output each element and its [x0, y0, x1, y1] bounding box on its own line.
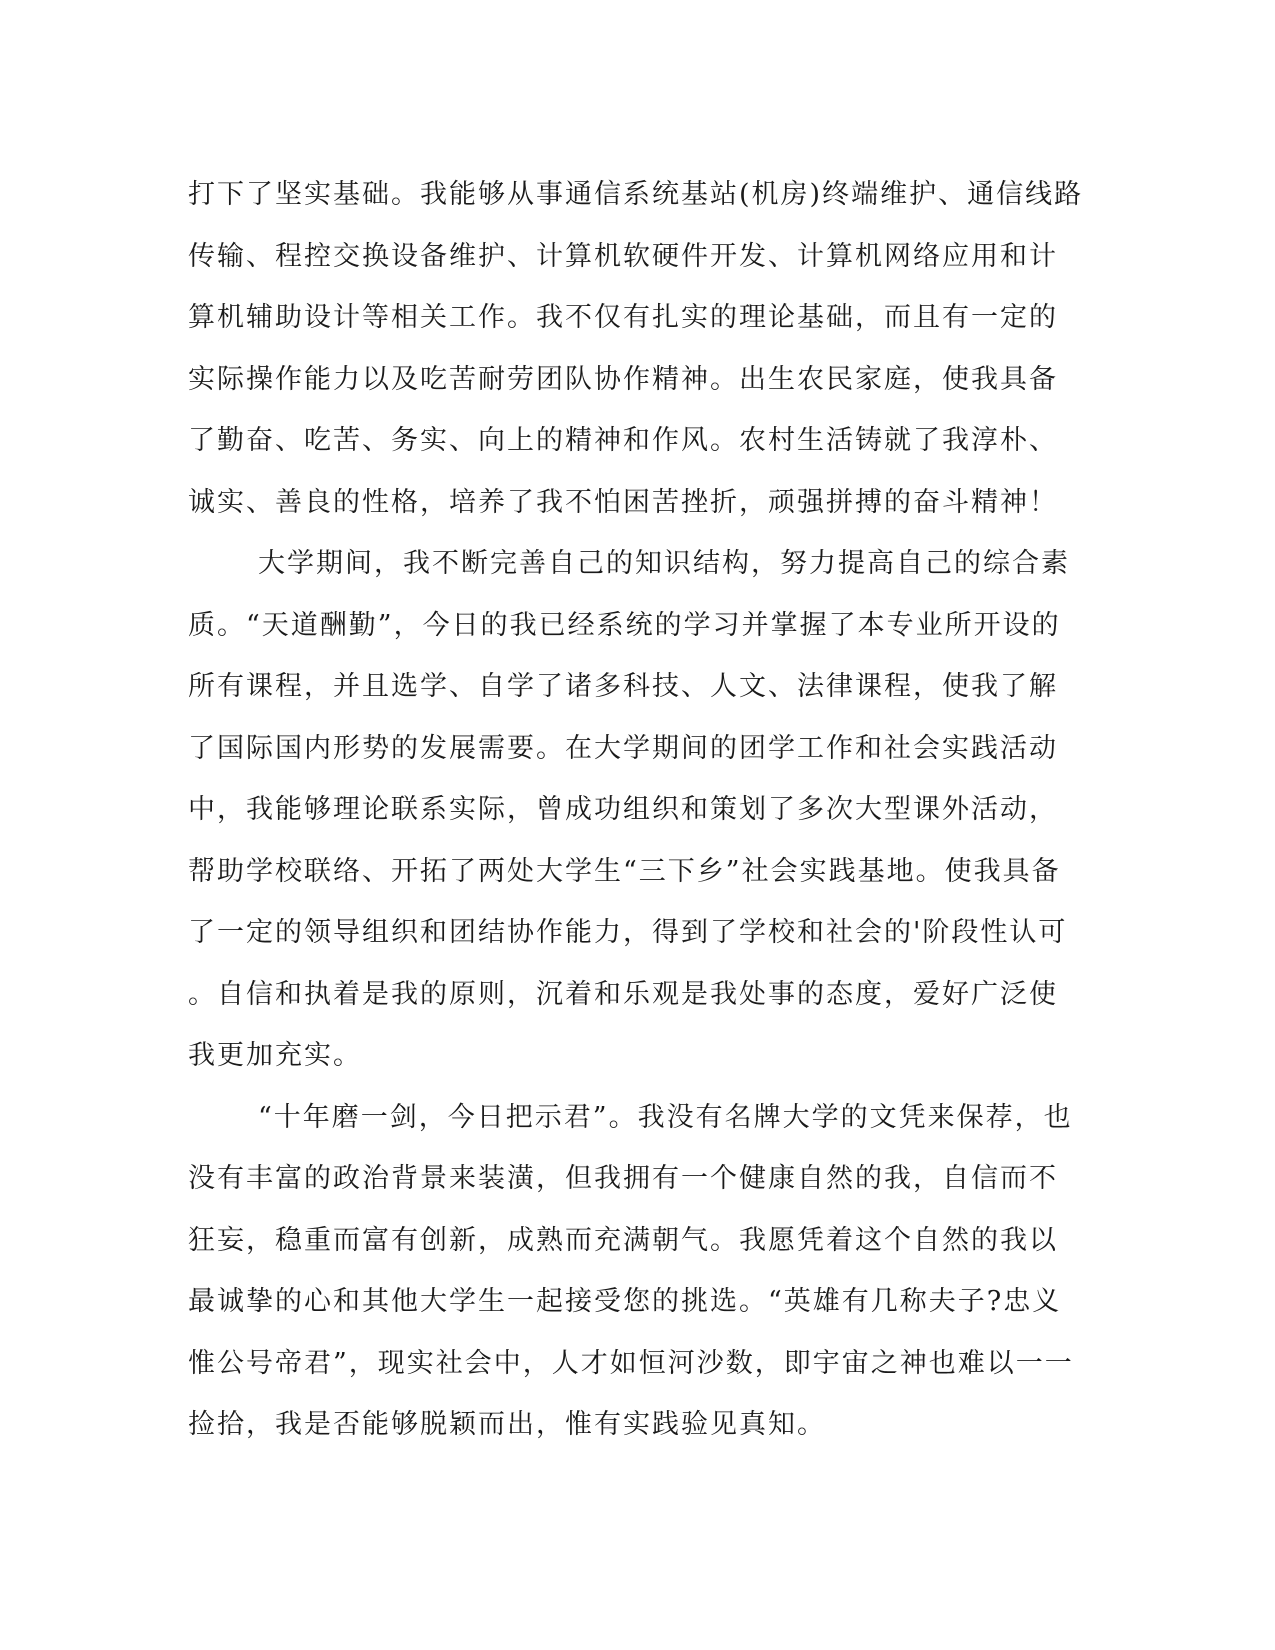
paragraph-line: 最诚挚的心和其他大学生一起接受您的挑选。“英雄有几称夫子?忠义: [188, 1286, 1062, 1317]
paragraph-line: 狂妄，稳重而富有创新，成熟而充满朝气。我愿凭着这个自然的我以: [188, 1224, 1058, 1256]
paragraph-line: 惟公号帝君”，现实社会中，人才如恒河沙数，即宇宙之神也难以一一: [188, 1347, 1074, 1379]
paragraph-3: [188, 1087, 1078, 1456]
paragraph-line: 没有丰富的政治背景来装潢，但我拥有一个健康自然的我，自信而不: [188, 1163, 1058, 1194]
paragraph-line: 打下了坚实基础。我能够从事通信系统基站(机房)终端维护、通信线路: [188, 179, 1084, 210]
paragraph-line: 大学期间，我不断完善自己的知识结构，努力提高自己的综合素: [258, 548, 1070, 579]
paragraph-2: [188, 533, 1078, 1087]
paragraph-line: 算机辅助设计等相关工作。我不仅有扎实的理论基础，而且有一定的: [188, 302, 1058, 333]
paragraph-line: 所有课程，并且选学、自学了诸多科技、人文、法律课程，使我了解: [188, 671, 1058, 702]
paragraph-1: [188, 164, 1084, 533]
paragraph-line: 。自信和执着是我的原则，沉着和乐观是我处事的态度，爱好广泛使: [188, 978, 1058, 1010]
paragraph-line: 捡拾，我是否能够脱颖而出，惟有实践验见真知。: [188, 1409, 826, 1440]
paragraph-line: 传输、程控交换设备维护、计算机软硬件开发、计算机网络应用和计: [188, 240, 1058, 272]
document-body: [188, 164, 1084, 1456]
paragraph-line: 我更加充实。: [188, 1040, 362, 1071]
paragraph-line: 中，我能够理论联系实际，曾成功组织和策划了多次大型课外活动，: [188, 794, 1058, 825]
paragraph-line: “十年磨一剑，今日把示君”。我没有名牌大学的文凭来保荐，也: [258, 1101, 1073, 1133]
paragraph-line: 了一定的领导组织和团结协作能力，得到了学校和社会的'阶段性认可: [188, 917, 1068, 948]
paragraph-line: 诚实、善良的性格，培养了我不怕困苦挫折，顽强拼搏的奋斗精神！: [188, 486, 1058, 518]
paragraph-line: 了国际国内形势的发展需要。在大学期间的团学工作和社会实践活动: [188, 732, 1058, 764]
paragraph-line: 了勤奋、吃苦、务实、向上的精神和作风。农村生活铸就了我淳朴、: [188, 425, 1058, 456]
paragraph-line: 帮助学校联络、开拓了两处大学生“三下乡”社会实践基地。使我具备: [188, 855, 1061, 887]
paragraph-line: 实际操作能力以及吃苦耐劳团队协作精神。出生农民家庭，使我具备: [188, 363, 1058, 395]
paragraph-line: 质。“天道酬勤”，今日的我已经系统的学习并掌握了本专业所开设的: [188, 609, 1061, 641]
